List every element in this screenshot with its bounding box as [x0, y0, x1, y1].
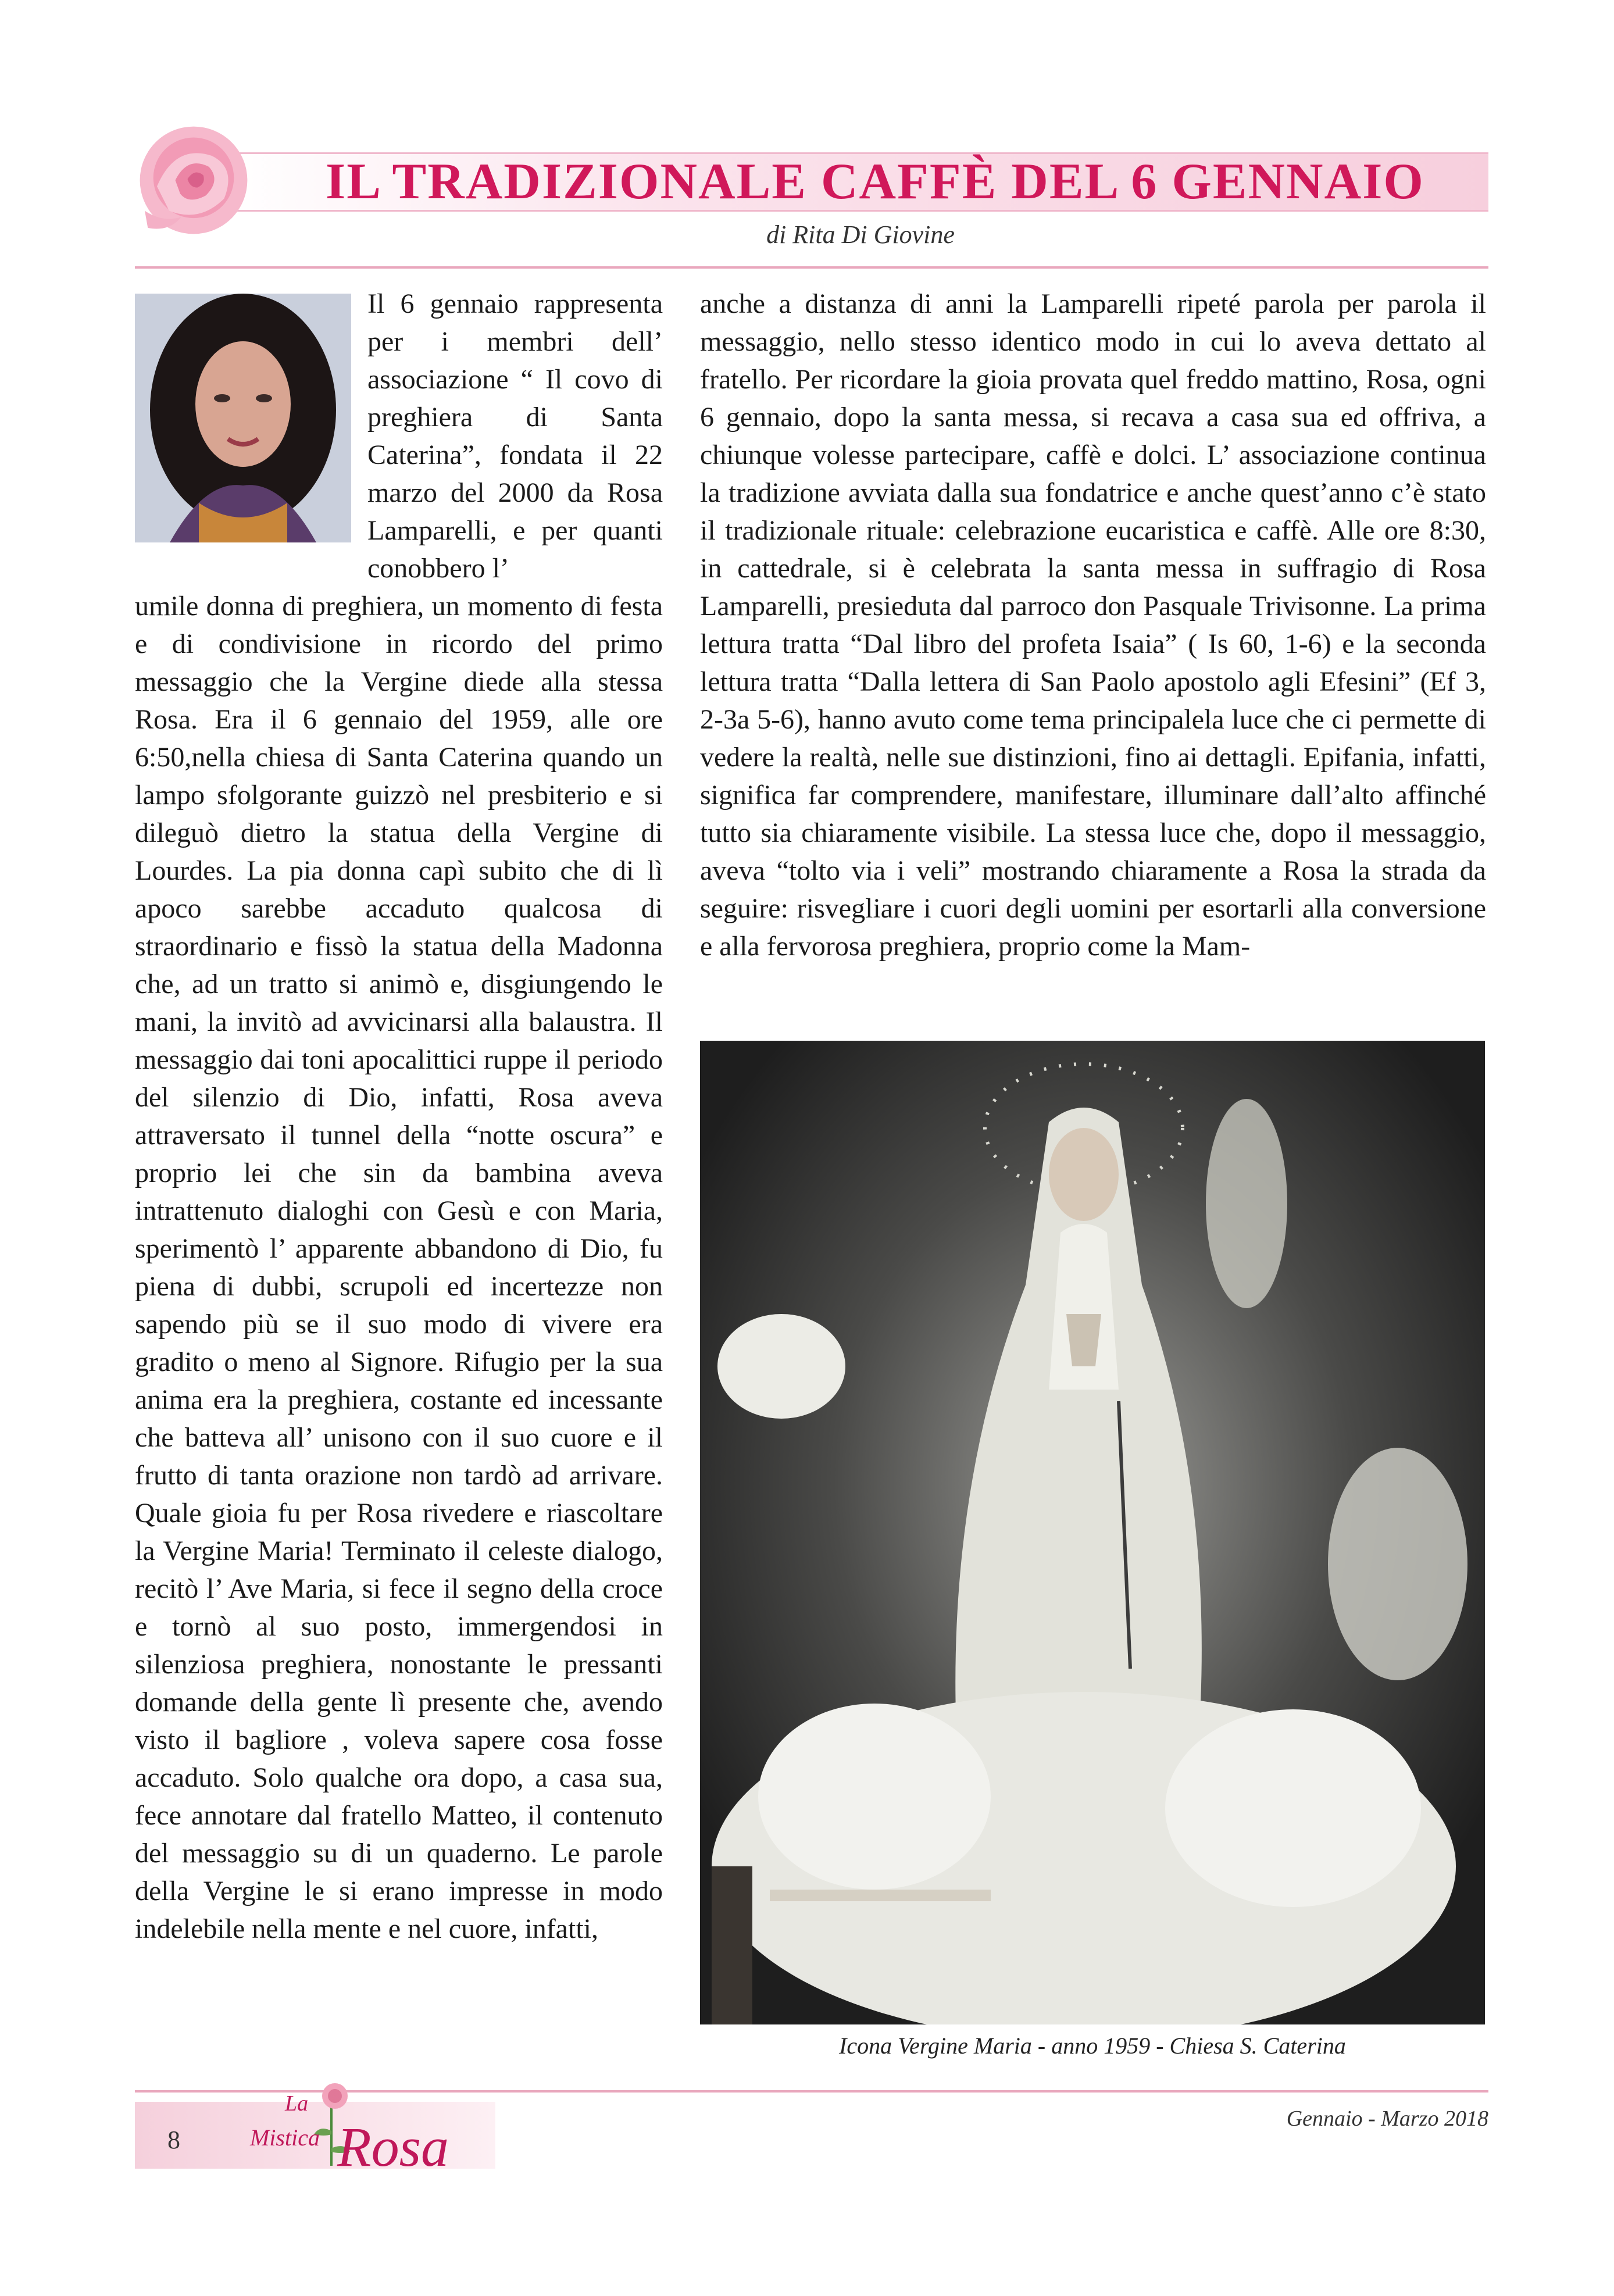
logo-word-mistica: Mistica: [250, 2124, 320, 2151]
rose-icon: [133, 119, 255, 241]
photo-caption: Icona Vergine Maria - anno 1959 - Chiesa S. Caterina: [839, 2033, 1346, 2059]
page-number: 8: [167, 2126, 180, 2154]
page-title: IL TRADIZIONALE CAFFÈ DEL 6 GENNAIO: [326, 153, 1424, 210]
issue-date: Gennaio - Marzo 2018: [1286, 2106, 1488, 2131]
author-photo: [135, 294, 351, 542]
la-mistica-rosa-logo: [198, 2079, 500, 2172]
logo-word-la: La: [285, 2091, 309, 2116]
header-divider: [135, 266, 1488, 269]
article-intro-text: Il 6 gennaio rappresenta per i membri dell’ associazione “ Il covo di preghiera di Santa Caterina”, fondata il 22 marzo del 2000 da Rosa Lamparelli, e per quanti conobbero l’: [367, 288, 663, 584]
article-left-column: umile donna di preghiera, un momento di festa e di condivisione in ricordo del primo messaggio che la Vergine diede alla stessa Rosa. Era il 6 gennaio del 1959, alle ore 6:50,nella chiesa di Santa Caterina quando un lampo sfolgorante guizzò nel presbiterio e si dileguò dietro la statua della Vergine di Lourdes. La pia donna capì subito che di lì apoco sarebbe accaduto qualcosa di straordinario e fissò la statua della Madonna che, ad un tratto si animò e, disgiungendo le mani, la invitò ad avvicinarsi alla balaustra. Il messaggio dai toni apocalittici ruppe il periodo del silenzio di Dio, infatti, Rosa aveva attraversato il tunnel della “notte oscura” e proprio lei che sin da bambina aveva intrattenuto dialoghi con Gesù e con Maria, sperimentò l’ apparente abbandono di Dio, fu piena di dubbi, scrupoli ed incertezze non sapendo più se il suo modo di vivere era gradito o meno al Signore. Rifugio per la sua anima era la preghiera, costante ed incessante che batteva all’ unisono con il suo cuore e il frutto di tanta orazione non tardò ad arrivare. Quale gioia fu per Rosa rivedere e riascoltare la Vergine Maria! Terminato il celeste dialogo, recitò l’ Ave Maria, si fece il segno della croce e tornò al suo posto, immergendosi in silenziosa preghiera, nonostante le pressanti domande della gente lì presente che, avendo visto il bagliore , voleva sapere cosa fosse accaduto. Solo qualche ora dopo, a casa sua, fece annotare dal fratello Matteo, il contenuto del messaggio su di un quaderno. Le parole della Vergine le si erano impresse in modo indelebile nella mente e nel cuore, infatti,: [135, 591, 663, 1944]
article-right-column: anche a distanza di anni la Lamparelli ripeté parola per parola il messaggio, nello stesso identico modo in cui lo aveva dettato al fratello. Per ricordare la gioia provata quel freddo mattino, Rosa, ogni 6 gennaio, dopo la santa messa, si recava a casa sua ed offriva, a chiunque volesse partecipare, caffè e dolci. L’ associazione continua la tradizione avviata dalla sua fondatrice e anche quest’anno c’è stato il tradizionale rituale: celebrazione eucaristica e caffè. Alle ore 8:30, in cattedrale, si è celebrata la santa messa in suffragio di Rosa Lamparelli, presieduta dal parroco don Pasquale Trivisonne. La prima lettura tratta “Dal libro del profeta Isaia” ( Is 60, 1-6) e la seconda lettura tratta “Dalla lettera di San Paolo apostolo agli Efesini” (Ef 3, 2-3a 5-6), hanno avuto come tema principalela luce che ci permette di vedere la realtà, nelle sue distinzioni, fino ai dettagli. Epifania, infatti, significa far comprendere, manifestare, illuminare dall’alto affinché tutto sia chiaramente visibile. La stessa luce che, dopo il messaggio, aveva “tolto via i veli” mostrando chiaramente a Rosa la strada da seguire: risvegliare i cuori degli uomini per esortarli alla conversione e alla fervorosa preghiera, proprio come la Mam-: [700, 288, 1486, 962]
virgin-mary-photo: [700, 1041, 1485, 2024]
byline: di Rita Di Giovine: [766, 220, 955, 249]
logo-word-rosa: Rosa: [337, 2116, 449, 2172]
